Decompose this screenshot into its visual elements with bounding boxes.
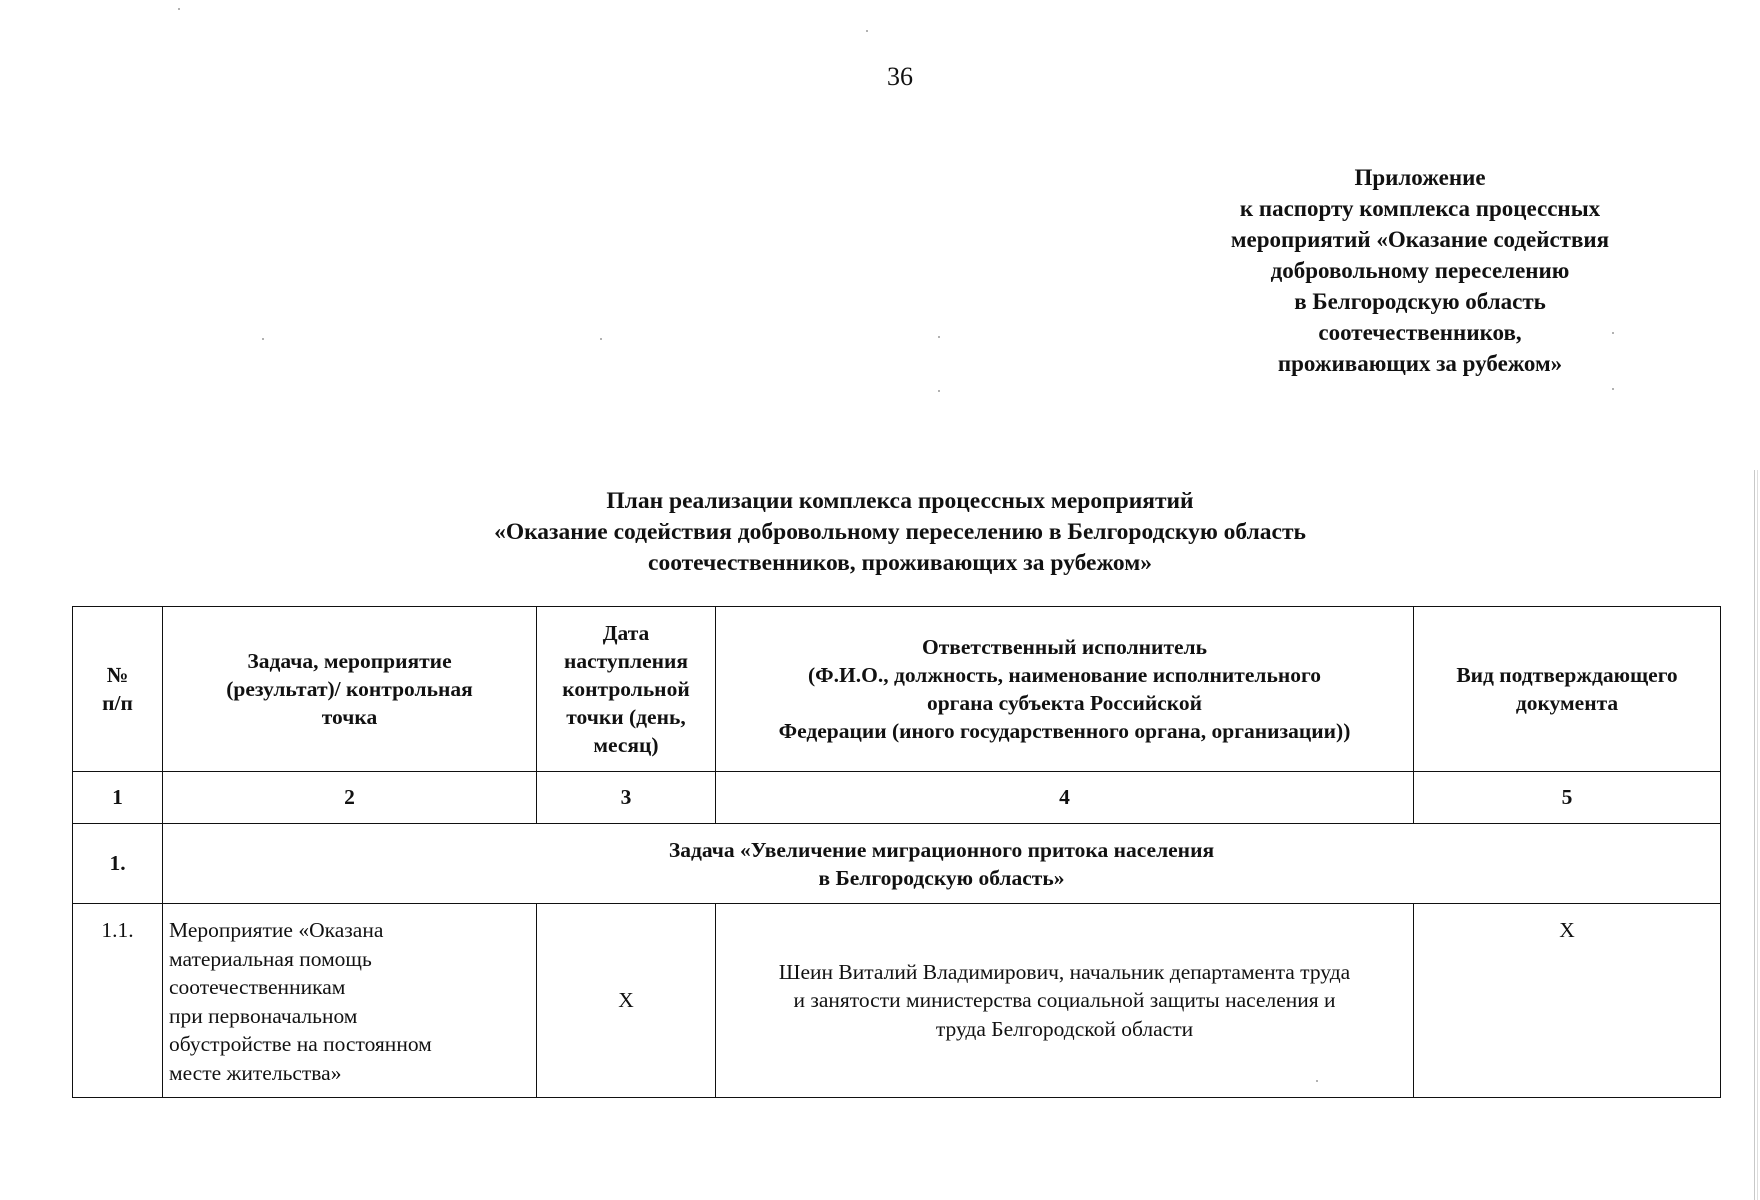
header-task-line: Задача, мероприятие [247,649,452,673]
header-num-line: п/п [102,691,133,715]
header-date-line: контрольной [562,677,690,701]
header-executor-line: органа субъекта Российской [926,691,1203,715]
scan-speck [1612,388,1614,390]
plan-title [300,486,1500,579]
scan-speck [938,390,940,392]
item-name-line: обустройстве на постоянном [169,1032,432,1056]
header-row [73,607,1721,772]
item-name-line: материальная помощь [169,946,372,971]
item-executor-line: труда Белгородской области [935,1016,1194,1041]
header-executor [716,607,1414,772]
page-number: 36 [887,62,913,91]
scan-speck [866,30,868,32]
item-name-line: при первоначальном [169,1003,358,1028]
appendix-line: соотечественников, [1318,320,1522,345]
plan-title-line: соотечественников, проживающих за рубежом» [648,550,1152,576]
task-number: 1. [73,824,163,904]
plan-table [72,606,1721,1098]
header-executor-line: Ответственный исполнитель [921,635,1207,659]
appendix-line: мероприятий «Оказание содействия [1230,227,1610,252]
column-number: 5 [1414,772,1721,824]
item-number: 1.1. [73,904,163,1098]
header-date-line: Дата [602,621,650,645]
header-date-line: наступления [563,649,689,673]
item-executor [716,904,1414,1098]
scan-speck [178,8,180,10]
column-number-row [73,772,1721,824]
column-number: 3 [537,772,716,824]
header-document-line: Вид подтверждающего [1456,663,1678,687]
task-title [163,824,1721,904]
item-date: X [537,904,716,1098]
appendix-line: в Белгородскую область [1294,289,1546,314]
header-document [1414,607,1721,772]
appendix-line: добровольному переселению [1270,258,1570,283]
item-name-line: месте жительства» [169,1060,342,1085]
item-name-line: соотечественникам [169,975,346,999]
header-task-line: (результат)/ контрольная [226,677,473,701]
header-num-line: № [106,663,129,687]
header-executor-line: Федерации (иного государственного органа, организации)) [778,719,1351,743]
header-executor-line: (Ф.И.О., должность, наименование исполнительного [808,663,1321,687]
task-title-line: Задача «Увеличение миграционного притока населения [668,837,1215,862]
plan-title-line: План реализации комплекса процессных мероприятий [606,488,1194,514]
column-number: 1 [73,772,163,824]
header-date [537,607,716,772]
task-row [73,824,1721,904]
item-executor-line: и занятости министерства социальной защиты населения и [793,988,1336,1013]
task-title-line: в Белгородскую область» [818,865,1065,890]
appendix-heading [1140,162,1700,379]
scan-speck [1612,332,1614,334]
table-row [73,904,1721,1098]
scan-speck [938,336,940,338]
item-name [163,904,537,1098]
header-task-line: точка [321,705,378,729]
header-date-line: месяц) [593,733,659,757]
scan-speck [262,338,264,340]
item-name-line: Мероприятие «Оказана [169,918,384,942]
header-task [163,607,537,772]
header-date-line: точки (день, [566,705,686,729]
header-num [73,607,163,772]
scan-edge-line [1754,470,1755,1200]
header-document-line: документа [1515,691,1619,715]
column-number: 4 [716,772,1414,824]
appendix-line: к паспорту комплекса процессных [1239,196,1601,221]
item-document: X [1414,904,1721,1098]
scan-speck [1316,1080,1318,1082]
item-executor-line: Шеин Виталий Владимирович, начальник департамента труда [778,959,1351,984]
plan-title-line: «Оказание содействия добровольному переселению в Белгородскую область [494,519,1306,545]
scan-edge-line [1757,470,1758,1200]
appendix-line: Приложение [1354,165,1486,190]
appendix-line: проживающих за рубежом» [1277,351,1563,376]
column-number: 2 [163,772,537,824]
scan-speck [600,338,602,340]
